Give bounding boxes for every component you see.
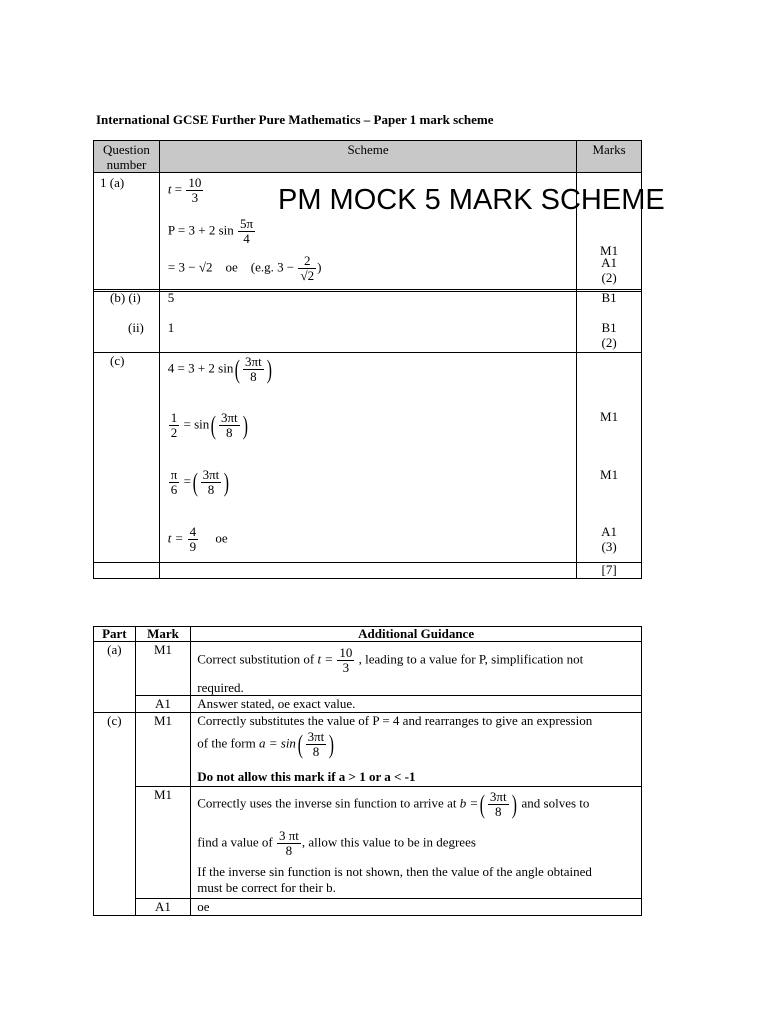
q1b-mark-i: B1: [601, 290, 617, 305]
header-row: [94, 141, 642, 173]
q1c-line-3: $\frac{\pi}{6}$ =( $\frac{3\pi t}{8}$ ): [170, 467, 230, 497]
guidance-part-c: (c): [94, 713, 136, 916]
fraction: $\frac{3\pi t}{8}$: [220, 410, 238, 440]
fraction: $\frac{5\pi}{4}$: [240, 216, 254, 246]
q1c-line-2: $\frac{1}{2}$ = sin( $\frac{3\pi t}{8}$ ): [170, 410, 248, 440]
guidance-row-a-a1: [94, 696, 642, 713]
row-q1b: [94, 290, 642, 353]
row-total: [94, 563, 642, 579]
q1c-scheme: [159, 353, 576, 563]
header-mark: Mark: [135, 627, 191, 642]
guidance-c-m1-text: Correctly substitutes the value of P = 4 and rearranges to give an expression of the form a = sin( $\frac{3\pi t}{8}$ ) Do not allow this mark if a > 1 or a < -1: [191, 713, 642, 787]
header-question: Question number: [94, 141, 160, 173]
header-marks: Marks: [577, 141, 642, 173]
guidance-c-m2-text: Correctly uses the inverse sin function to arrive at b =( $\frac{3\pi t}{8}$ ) and solves to find a value of $\frac{3 \pi t}{8}$ , allow this value to be in degrees If the inverse sin function is not shown, then the value of the angle obtained must be correct for their b.: [191, 787, 642, 899]
fraction: $\frac{10}{3}$: [339, 645, 353, 675]
q1c-mark-a1: A1: [601, 524, 618, 539]
fraction: $\frac{3\pi t}{8}$: [489, 789, 507, 819]
guidance-c-a1-text: oe: [191, 899, 642, 916]
fraction: $\frac{3 \pi t}{8}$: [278, 828, 299, 858]
fraction: $\frac{\pi}{6}$: [170, 467, 178, 497]
guidance-c-m1-mark: M1: [135, 713, 191, 787]
guidance-row-c-a1: [94, 899, 642, 916]
q1c-total: (3): [601, 539, 617, 554]
fraction: $\frac{3\pi t}{8}$: [307, 729, 325, 759]
q1c-mark-m1b: M1: [600, 467, 619, 482]
guidance-header-row: [94, 627, 642, 642]
header-part: Part: [94, 627, 136, 642]
guidance-a-m1-mark: M1: [135, 642, 191, 696]
q1c-label-cell: [94, 353, 160, 563]
guidance-part-a: (a): [94, 642, 136, 713]
guidance-a-a1-mark: A1: [135, 696, 191, 713]
q1b-label-ii: (ii): [128, 320, 144, 335]
row-q1c: [94, 353, 642, 563]
guidance-c-a1-mark: A1: [135, 899, 191, 916]
q1a-line-result: = 3 − √2 oe (e.g. 3 − $\frac{2}{√2}$ ): [167, 253, 322, 283]
guidance-a-a1-text: Answer stated, oe exact value.: [191, 696, 642, 713]
q1a-line-t: t = $\frac{10}{3}$: [167, 175, 202, 205]
header-guidance: Additional Guidance: [191, 627, 642, 642]
q1b-answer-ii: 1: [167, 320, 175, 335]
guidance-row-c-m2: [94, 787, 642, 899]
q1c-line-1: 4 = 3 + 2 sin( $\frac{3\pi t}{8}$ ): [167, 354, 272, 384]
q1a-total: (2): [601, 270, 617, 285]
fraction: $\frac{10}{3}$: [188, 175, 202, 205]
fraction: $\frac{3\pi t}{8}$: [245, 354, 262, 384]
guidance-row-c-m1: [94, 713, 642, 787]
fraction: $\frac{2}{√2}$: [300, 253, 315, 283]
q1b-mark-ii: B1: [601, 320, 617, 335]
q1c-label: (c): [110, 353, 125, 368]
guidance-row-a-m1: [94, 642, 642, 696]
guidance-c-m2-mark: M1: [135, 787, 191, 899]
grand-total: [7]: [577, 563, 642, 579]
q1a-mark-a1: A1: [601, 255, 618, 270]
fraction: $\frac{3\pi t}{8}$: [202, 467, 220, 497]
q1a-line-p: P = 3 + 2 sin $\frac{5\pi}{4}$: [167, 216, 254, 246]
q1b-scheme: [159, 290, 576, 353]
q1c-mark-m1a: M1: [600, 409, 619, 424]
page-title: International GCSE Further Pure Mathematics – Paper 1 mark scheme: [96, 112, 494, 127]
q1a-mark-m1: M1: [600, 243, 619, 258]
q1a-label-cell: [94, 173, 160, 292]
guidance-table: [93, 626, 642, 916]
q1c-line-4: t = $\frac{4}{9}$ oe: [167, 524, 228, 554]
q1b-answer-i: 5: [167, 290, 175, 305]
overlay-title: PM MOCK 5 MARK SCHEME: [278, 184, 665, 216]
fraction: $\frac{4}{9}$: [189, 524, 197, 554]
q1b-label-cell: [94, 290, 160, 353]
fraction: $\frac{1}{2}$: [170, 410, 178, 440]
header-scheme: Scheme: [159, 141, 576, 173]
q1b-total: (2): [601, 335, 617, 350]
q1b-label-i: (b) (i): [110, 290, 141, 305]
guidance-a-m1-text: Correct substitution of t = $\frac{10}{3}$ , leading to a value for P, simplification not required.: [191, 642, 642, 696]
q1c-marks: [577, 353, 642, 563]
q1a-label: 1 (a): [100, 175, 125, 190]
q1b-marks: [577, 290, 642, 353]
